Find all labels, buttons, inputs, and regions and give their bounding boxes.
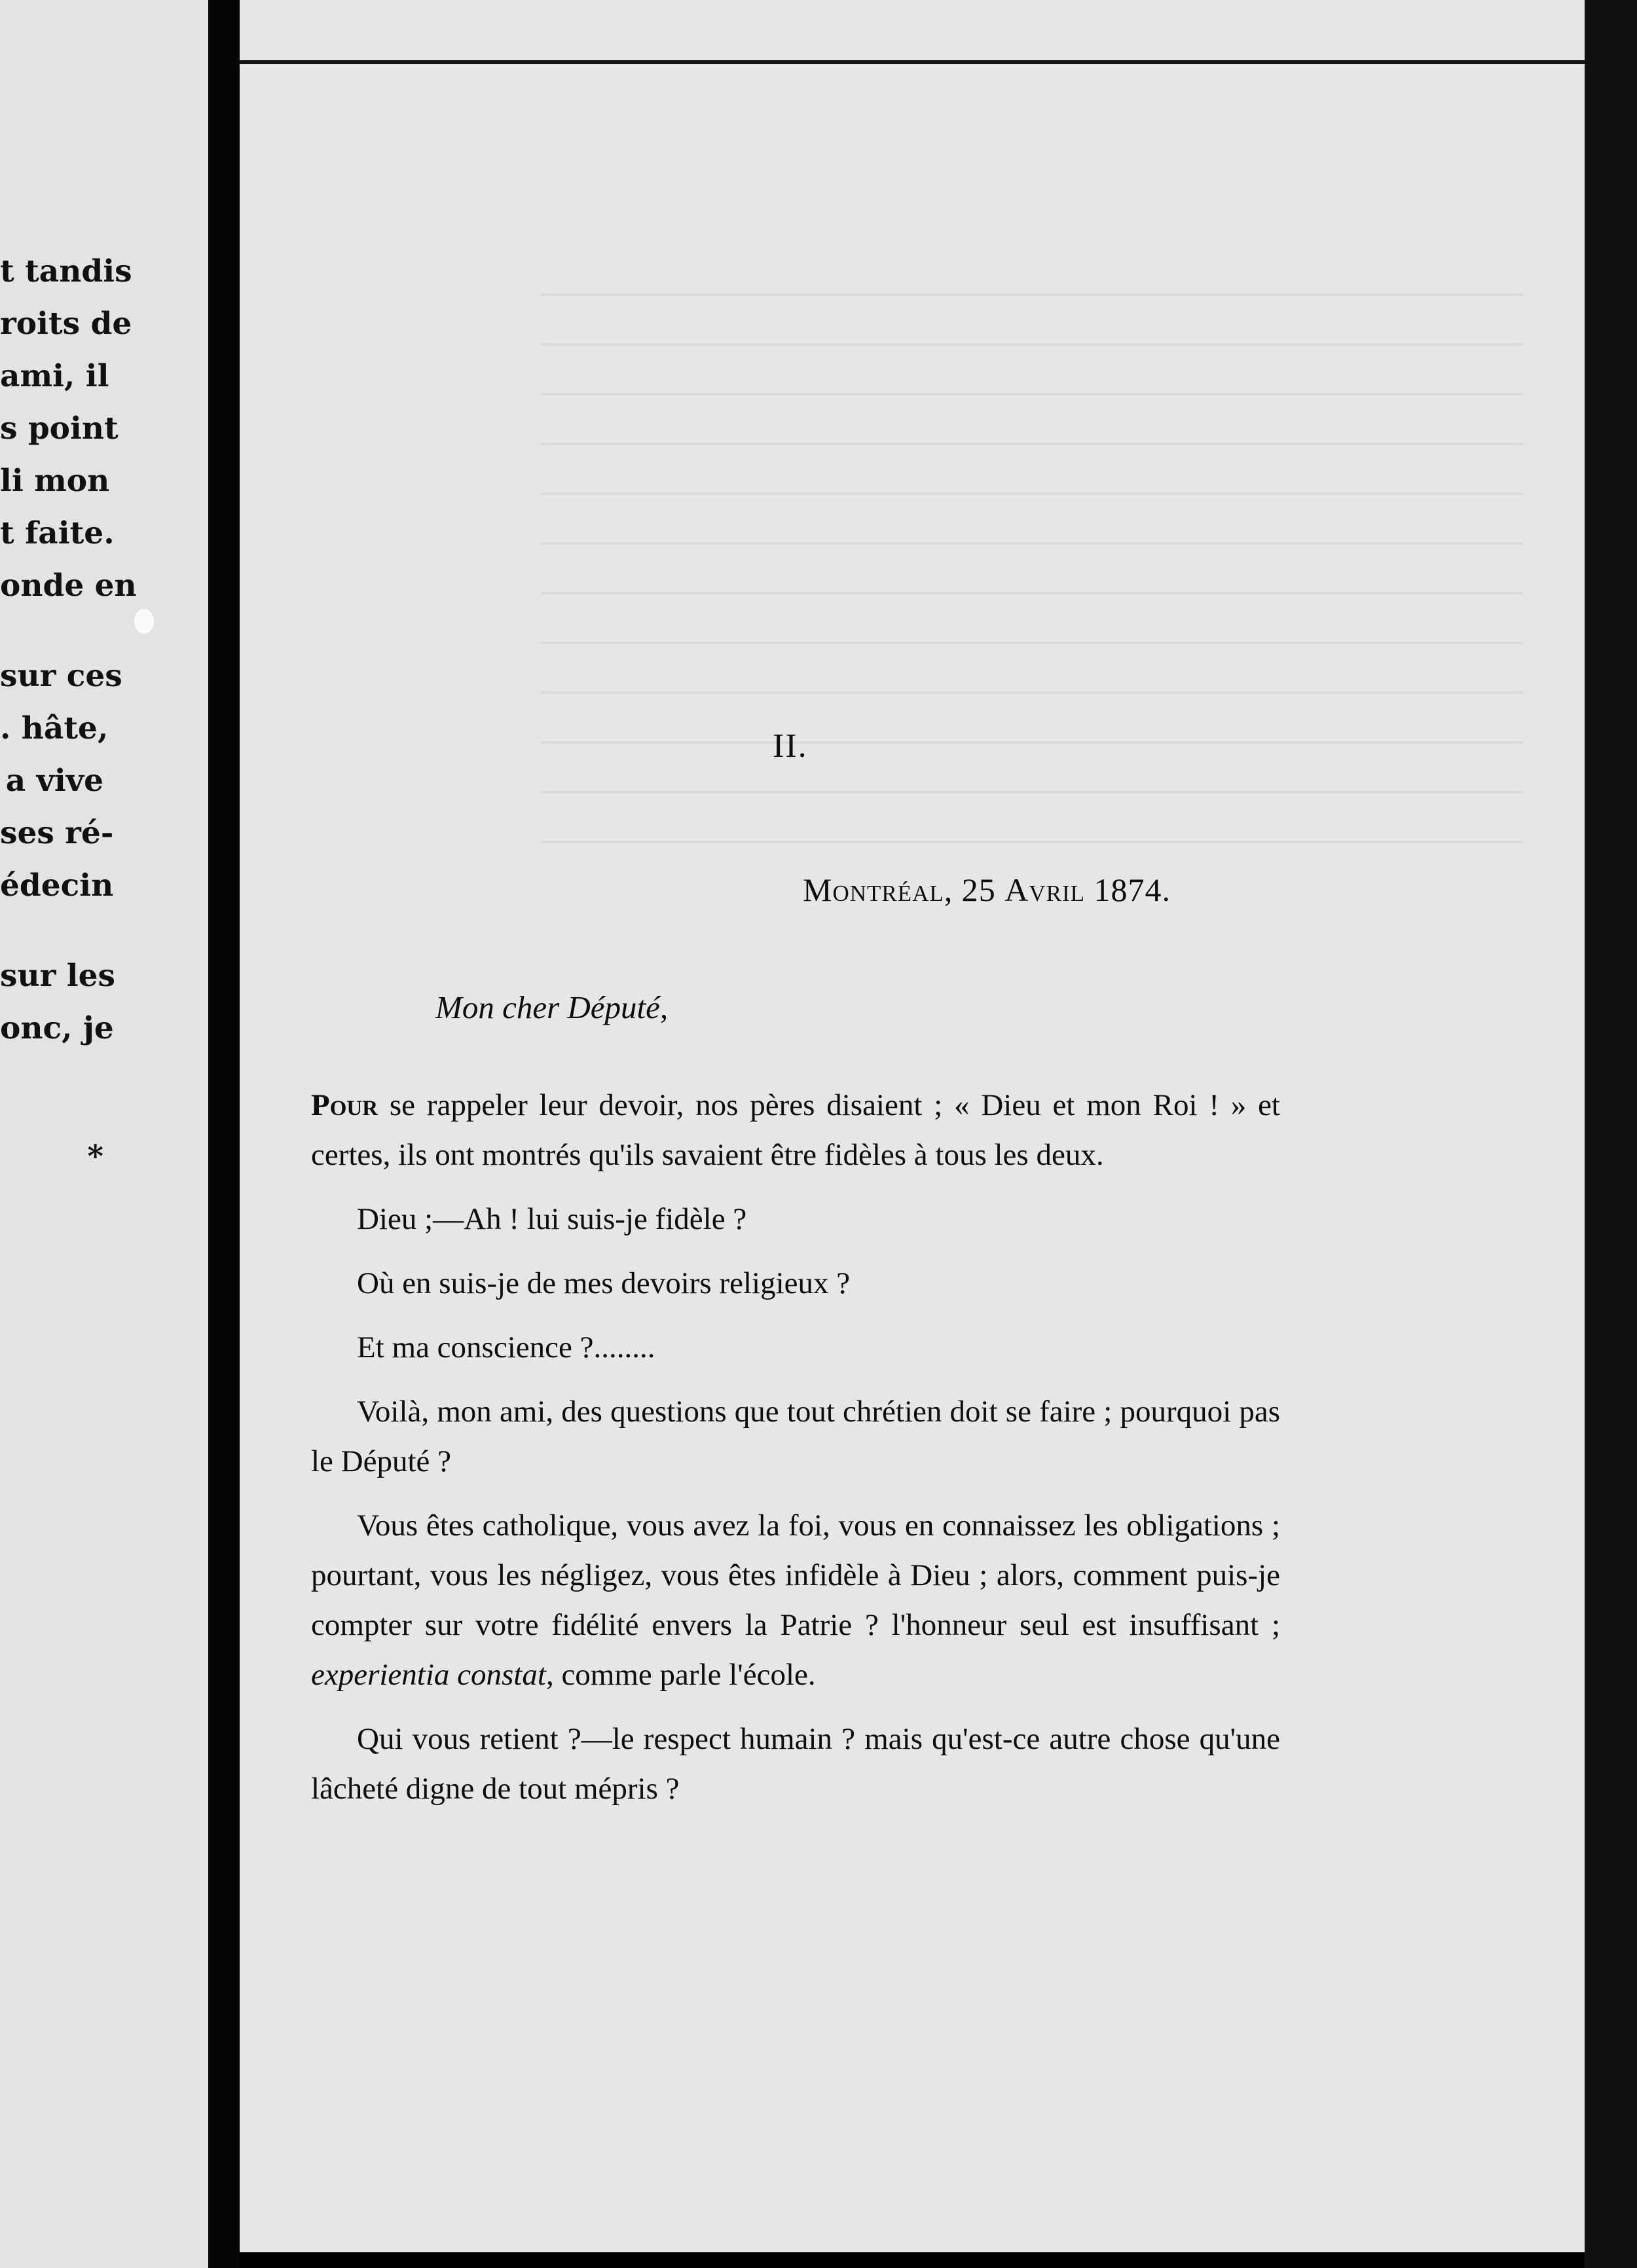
date-year: 1874. bbox=[1085, 871, 1171, 908]
drop-lead-word: Pour bbox=[311, 1088, 378, 1122]
paragraph-3: Où en suis-je de mes devoirs religieux ? bbox=[357, 1266, 851, 1300]
page-top-edge bbox=[240, 60, 1637, 64]
left-page-fragment: ami, il bbox=[0, 358, 109, 394]
left-page-fragment bbox=[0, 912, 208, 950]
date-day: , 25 bbox=[944, 871, 1005, 908]
paper-speck bbox=[134, 609, 154, 634]
place-name: Montréal bbox=[803, 871, 944, 908]
letter-body bbox=[311, 1080, 1280, 1828]
left-page-fragment: s point bbox=[0, 411, 119, 447]
place-date-line bbox=[803, 871, 1171, 909]
paragraph-7: Qui vous retient ?—le respect humain ? mais qu'est-ce autre chose qu'une lâcheté digne de tout mépris ? bbox=[311, 1722, 1280, 1806]
show-through-bleed bbox=[541, 255, 1523, 845]
book-gutter bbox=[208, 0, 240, 2268]
left-page-fragment: . hâte, bbox=[0, 710, 109, 746]
left-page-fragment bbox=[0, 1093, 208, 1131]
salutation: Mon cher Député, bbox=[435, 989, 669, 1025]
left-page-fragment: t faite. bbox=[0, 515, 115, 551]
left-page-fragment: édecin bbox=[0, 868, 114, 904]
paragraph-2: Dieu ;—Ah ! lui suis-je fidèle ? bbox=[357, 1202, 747, 1236]
paragraph-1 bbox=[311, 1080, 1280, 1180]
section-number: II. bbox=[773, 727, 808, 765]
left-page-fragment: roits de bbox=[0, 306, 132, 342]
left-page-fragment bbox=[0, 1055, 208, 1093]
paragraph-5: Voilà, mon ami, des questions que tout chrétien doit se faire ; pourquoi pas le Député ? bbox=[311, 1395, 1280, 1478]
left-page-fragment: sur ces bbox=[0, 658, 122, 694]
left-page bbox=[0, 0, 208, 2268]
paragraph-6-text-a: Vous êtes catholique, vous avez la foi, vous en connaissez les obligations ; pourtant, vous les négligez, vous êtes infidèle à Dieu ; alors, comment puis-je compter sur votre fidélité envers la Patrie ? l'honneur seul est insuffisant ; bbox=[311, 1509, 1280, 1642]
latin-phrase: experientia constat bbox=[311, 1658, 546, 1692]
left-page-fragment: t tandis bbox=[0, 253, 132, 289]
left-page-fragment: onde en bbox=[0, 568, 137, 604]
page-right-edge bbox=[1585, 0, 1637, 2268]
left-page-fragment: a vive bbox=[5, 763, 103, 799]
paragraph-6-text-b: , comme parle l'école. bbox=[545, 1658, 816, 1692]
left-page-fragment: onc, je bbox=[0, 1010, 114, 1046]
left-page-fragment: ses ré- bbox=[0, 815, 114, 851]
date-month: Avril bbox=[1004, 871, 1086, 908]
paragraph-1-text: se rappeler leur devoir, nos pères disaient ; « Dieu et mon Roi ! » et certes, ils ont montrés qu'ils savaient être fidèles à tous les deux. bbox=[311, 1088, 1280, 1172]
left-page-fragment bbox=[0, 612, 208, 650]
paragraph-4: Et ma conscience ?........ bbox=[357, 1330, 655, 1364]
left-page-fragment: sur les bbox=[0, 958, 115, 994]
left-page-fragment: li mon bbox=[0, 463, 110, 499]
paragraph-6 bbox=[311, 1501, 1280, 1700]
left-page-fragment: * bbox=[87, 1139, 103, 1175]
left-page-text-fragments bbox=[0, 246, 208, 1183]
